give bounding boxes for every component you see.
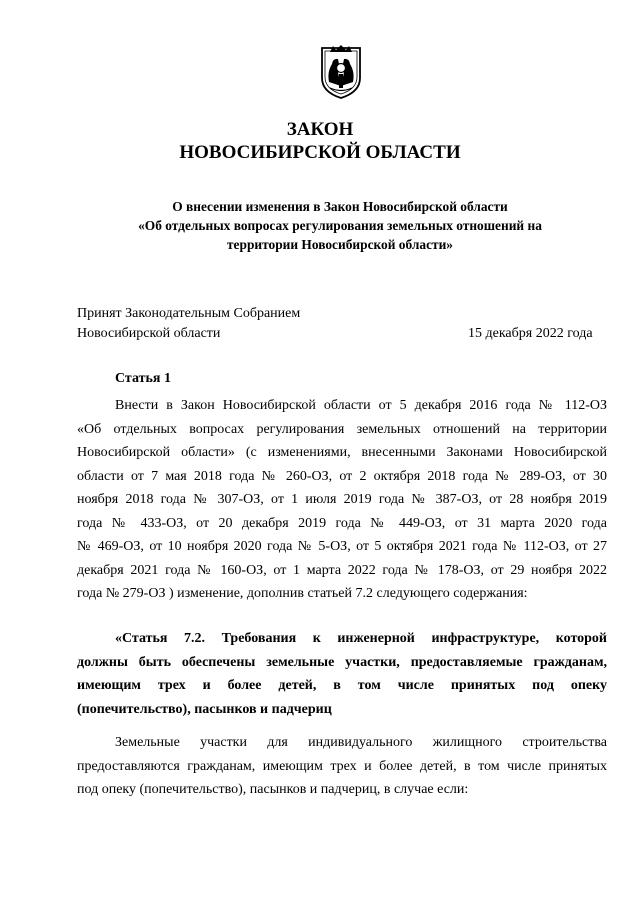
text-line: «Статья 7.2. Требования к инженерной инфраструктуре, которой [115,631,607,646]
coat-of-arms-emblem-icon [318,44,364,100]
text-line: декабря 2021 года № 160-ОЗ, от 1 марта 2022 года № 178-ОЗ, от 29 ноября 2022 [77,562,607,578]
document-subject [90,197,590,254]
article-1-heading: Статья 1 [115,371,171,386]
text-line: под опеку (попечительство), пасынков и падчериц, в случае если: [77,782,469,797]
adoption-statement [77,304,300,344]
text-line: (попечительство), пасынков и падчериц [77,701,332,717]
text-line: № 469-ОЗ, от 10 ноября 2020 года № 5-ОЗ, от 5 октября 2021 года № 112-ОЗ, от 27 [77,539,607,554]
text-line: года № 279-ОЗ ) изменение, дополнив статьей 7.2 следующего содержания: [77,586,528,601]
document-title: ЗАКОН [286,119,354,140]
article-7-2-heading [77,627,607,721]
text-line: «Об отдельных вопросах регулирования земельных отношений на территории [77,421,607,437]
text-line: Земельные участки для индивидуального жилищного строительства [115,735,607,750]
text-line: должны быть обеспечены земельные участки, предоставляемые гражданам, [77,654,607,670]
article-7-2-text [77,731,607,802]
text-line: Новосибирской области» (с изменениями, внесенными Законами Новосибирской [77,445,607,460]
article-1-text [77,394,607,606]
subject-line: «Об отдельных вопросах регулирования земельных отношений на [138,218,542,233]
adoption-date: 15 декабря 2022 года [468,326,593,341]
text-line: имеющим трех и более детей, в том числе принятых под опеку [77,678,607,693]
text-line: ноября 2018 года № 307-ОЗ, от 1 июля 2019 года № 387-ОЗ, от 28 ноября 2019 [77,492,607,507]
adoption-line: Новосибирской области [77,326,221,341]
subject-line: О внесении изменения в Закон Новосибирской области [172,199,508,214]
text-line: года № 433-ОЗ, от 20 декабря 2019 года № 449-ОЗ, от 31 марта 2020 года [77,515,607,531]
document-title-region: НОВОСИБИРСКОЙ ОБЛАСТИ [179,142,461,163]
text-line: Внести в Закон Новосибирской области от 5 декабря 2016 года № 112-ОЗ [115,398,607,413]
text-line: области от 7 мая 2018 года № 260-ОЗ, от 2 октября 2018 года № 289-ОЗ, от 30 [77,468,607,484]
subject-line: территории Новосибирской области» [226,237,454,252]
text-line: предоставляются гражданам, имеющим трех и более детей, в том числе принятых [77,758,607,774]
adoption-line: Принят Законодательным Собранием [77,306,301,321]
